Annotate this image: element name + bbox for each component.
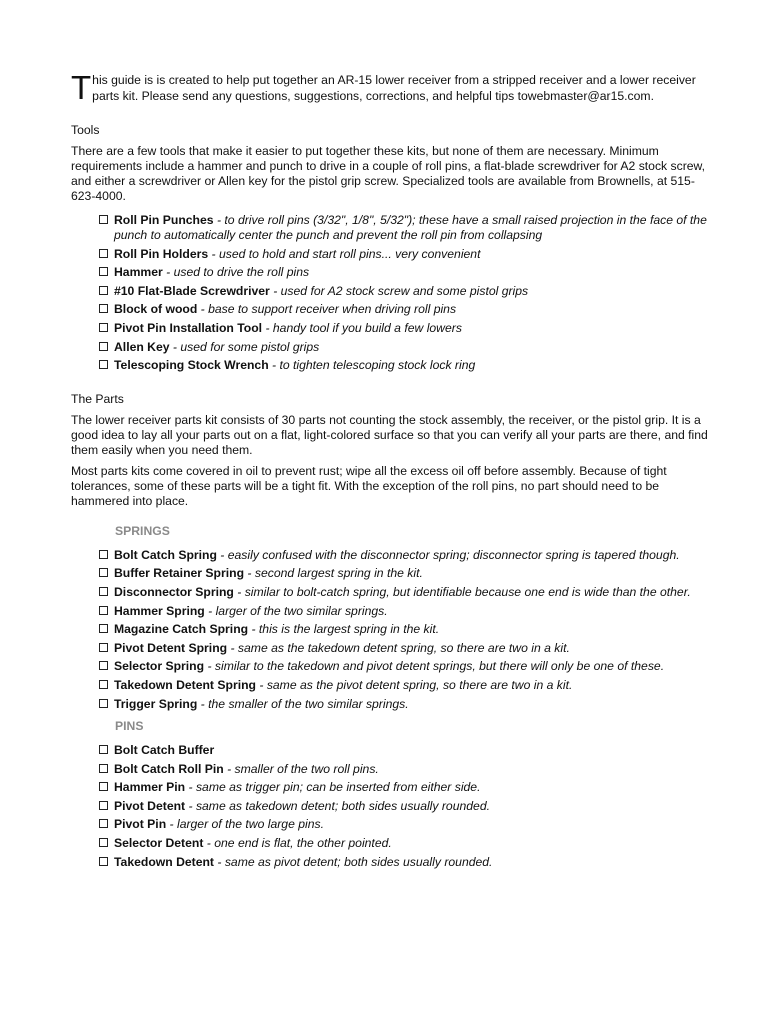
item-text xyxy=(114,247,711,262)
parts-paragraph-2: Most parts kits come covered in oil to prevent rust; wipe all the excess oil off before assembly. Because of tight tolerances, some of these parts will be a tight fit. With the exception of the roll pins, no part should need to be hammered into place. xyxy=(71,463,667,508)
checklist-item xyxy=(99,762,711,777)
item-name: Pivot Detent xyxy=(114,798,186,813)
checklist-item xyxy=(99,247,711,262)
item-text xyxy=(114,213,711,243)
checklist-item xyxy=(99,836,711,851)
checkbox[interactable] xyxy=(99,342,108,351)
checkbox[interactable] xyxy=(99,587,108,596)
item-text xyxy=(114,358,711,373)
intro-paragraph xyxy=(71,69,711,106)
item-name: Roll Pin Punches xyxy=(114,213,214,227)
item-text xyxy=(114,659,711,674)
checklist-item xyxy=(99,855,711,870)
item-name: Trigger Spring xyxy=(114,696,198,711)
item-text xyxy=(114,641,711,656)
checklist-item xyxy=(99,302,711,317)
parts-paragraph-1: The lower receiver parts kit consists of 30 parts not counting the stock assembly, the receiver, or the pistol grip. It is a good idea to lay all your parts out on a flat, light-colored surface so that you can verify all your parts are there, and find them easily when you need them. xyxy=(71,412,708,457)
item-text xyxy=(114,817,711,832)
checklist-item xyxy=(99,817,711,832)
item-name: Telescoping Stock Wrench xyxy=(114,358,269,373)
checklist-item xyxy=(99,585,711,600)
item-name: Disconnector Spring xyxy=(114,584,234,599)
checkbox[interactable] xyxy=(99,857,108,866)
checkbox[interactable] xyxy=(99,838,108,847)
item-description: - larger of the two similar springs. xyxy=(204,603,388,618)
checkbox[interactable] xyxy=(99,304,108,313)
checkbox[interactable] xyxy=(99,699,108,708)
item-text xyxy=(114,340,711,355)
checklist-item xyxy=(99,641,711,656)
item-text xyxy=(114,762,711,777)
item-description: - the smaller of the two similar springs. xyxy=(197,696,409,711)
item-name: Block of wood xyxy=(114,302,198,317)
checkbox[interactable] xyxy=(99,643,108,652)
checkbox[interactable] xyxy=(99,680,108,689)
parts-heading: The Parts xyxy=(71,391,124,406)
tools-paragraph: There are a few tools that make it easier to put together these kits, but none of them are necessary. Minimum requirements include a hammer and punch to drive in a couple of roll pins, a flat-blade screwdriver for A2 stock screw, and either a screwdriver or Allen key for the pistol grip screw. Specialized tools are available from Brownells, at 515-623-4000. xyxy=(71,144,706,203)
checkbox[interactable] xyxy=(99,267,108,276)
item-text xyxy=(114,284,711,299)
item-text xyxy=(114,622,711,637)
tools-heading: Tools xyxy=(71,123,100,137)
item-description: - one end is flat, the other pointed. xyxy=(203,836,392,851)
item-name: Pivot Detent Spring xyxy=(114,640,228,655)
item-description: - handy tool if you build a few lowers xyxy=(262,320,462,335)
pins-checklist xyxy=(71,743,711,870)
item-name: Pivot Pin Installation Tool xyxy=(114,320,263,335)
checkbox[interactable] xyxy=(99,568,108,577)
checkbox[interactable] xyxy=(99,323,108,332)
item-description: - to drive roll pins (3/32", 1/8", 5/32"); these have a small raised projection in the face of the punch to automatically center the punch and prevent the roll pin from collapsing xyxy=(114,213,707,242)
checkbox[interactable] xyxy=(99,764,108,773)
item-name: Takedown Detent Spring xyxy=(114,677,256,692)
item-name: Roll Pin Holders xyxy=(114,246,209,261)
checklist-item xyxy=(99,799,711,814)
checklist-item xyxy=(99,265,711,280)
drop-cap: T xyxy=(71,69,92,106)
pins-heading: PINS xyxy=(115,719,144,734)
checkbox[interactable] xyxy=(99,801,108,810)
item-description: - easily confused with the disconnector spring; disconnector spring is tapered though. xyxy=(216,547,680,562)
intro-text: his guide is is created to help put together an AR-15 lower receiver from a stripped receiver and a lower receiver parts kit. Please send any questions, suggestions, corrections, and helpful tips towebmaster@ar15.com. xyxy=(92,73,696,103)
checklist-item xyxy=(99,697,711,712)
checkbox[interactable] xyxy=(99,745,108,754)
item-text xyxy=(114,321,711,336)
checklist-item xyxy=(99,622,711,637)
item-name: Buffer Retainer Spring xyxy=(114,566,245,581)
checkbox[interactable] xyxy=(99,819,108,828)
item-description: - larger of the two large pins. xyxy=(166,817,324,832)
tools-checklist xyxy=(71,213,711,373)
checkbox[interactable] xyxy=(99,215,108,224)
checkbox[interactable] xyxy=(99,286,108,295)
item-name: Pivot Pin xyxy=(114,817,167,832)
item-description: - same as the pivot detent spring, so there are two in a kit. xyxy=(255,677,573,692)
document-page xyxy=(71,69,711,873)
item-text xyxy=(114,799,711,814)
checklist-item xyxy=(99,321,711,336)
item-description: - same as the takedown detent spring, so there are two in a kit. xyxy=(227,640,570,655)
item-text xyxy=(114,678,711,693)
checklist-item xyxy=(99,659,711,674)
item-description: - smaller of the two roll pins. xyxy=(223,761,379,776)
item-name: Hammer xyxy=(114,265,163,280)
item-text xyxy=(114,697,711,712)
item-name: Allen Key xyxy=(114,339,170,354)
checklist-item xyxy=(99,340,711,355)
item-text xyxy=(114,780,711,795)
springs-heading: SPRINGS xyxy=(115,523,170,538)
item-text xyxy=(114,836,711,851)
checkbox[interactable] xyxy=(99,661,108,670)
item-name: Bolt Catch Spring xyxy=(114,547,217,562)
item-text xyxy=(114,855,711,870)
item-description: - used for some pistol grips xyxy=(169,339,320,354)
checklist-item xyxy=(99,604,711,619)
item-text xyxy=(114,548,711,563)
item-description: - to tighten telescoping stock lock ring xyxy=(268,358,476,373)
item-description: - second largest spring in the kit. xyxy=(244,566,423,581)
item-description: - base to support receiver when driving roll pins xyxy=(197,302,457,317)
checklist-item xyxy=(99,743,711,758)
checklist-item xyxy=(99,678,711,693)
checklist-item xyxy=(99,780,711,795)
item-description: - used to drive the roll pins xyxy=(162,265,310,280)
checkbox[interactable] xyxy=(99,624,108,633)
item-description: - similar to the takedown and pivot detent springs, but there will only be one of these. xyxy=(204,659,665,674)
checkbox[interactable] xyxy=(99,606,108,615)
checkbox[interactable] xyxy=(99,550,108,559)
item-description: - same as pivot detent; both sides usually rounded. xyxy=(214,854,493,869)
checklist-item xyxy=(99,548,711,563)
item-description: - this is the largest spring in the kit. xyxy=(248,622,440,637)
checkbox[interactable] xyxy=(99,360,108,369)
item-name: Selector Detent xyxy=(114,836,204,851)
item-name: Takedown Detent xyxy=(114,854,214,869)
item-description: - same as takedown detent; both sides usually rounded. xyxy=(185,798,490,813)
checklist-item xyxy=(99,566,711,581)
item-description: - used for A2 stock screw and some pistol grips xyxy=(269,283,529,298)
springs-checklist xyxy=(71,548,711,712)
item-name: Magazine Catch Spring xyxy=(114,622,249,637)
item-name: #10 Flat-Blade Screwdriver xyxy=(114,283,270,298)
checkbox[interactable] xyxy=(99,782,108,791)
item-description: - same as trigger pin; can be inserted from either side. xyxy=(185,780,481,795)
item-text xyxy=(114,604,711,619)
item-name: Selector Spring xyxy=(114,659,205,674)
item-name: Hammer Spring xyxy=(114,603,205,618)
item-text xyxy=(114,585,711,600)
checklist-item xyxy=(99,213,711,243)
item-name: Hammer Pin xyxy=(114,780,186,795)
item-description: - similar to bolt-catch spring, but identifiable because one end is wide than the other. xyxy=(233,584,691,599)
item-name: Bolt Catch Roll Pin xyxy=(114,761,224,776)
item-text xyxy=(114,743,711,758)
checkbox[interactable] xyxy=(99,249,108,258)
checklist-item xyxy=(99,358,711,373)
item-text xyxy=(114,265,711,280)
item-text xyxy=(114,566,711,581)
checklist-item xyxy=(99,284,711,299)
item-name: Bolt Catch Buffer xyxy=(114,743,215,758)
item-text xyxy=(114,302,711,317)
item-description: - used to hold and start roll pins... very convenient xyxy=(208,246,481,261)
